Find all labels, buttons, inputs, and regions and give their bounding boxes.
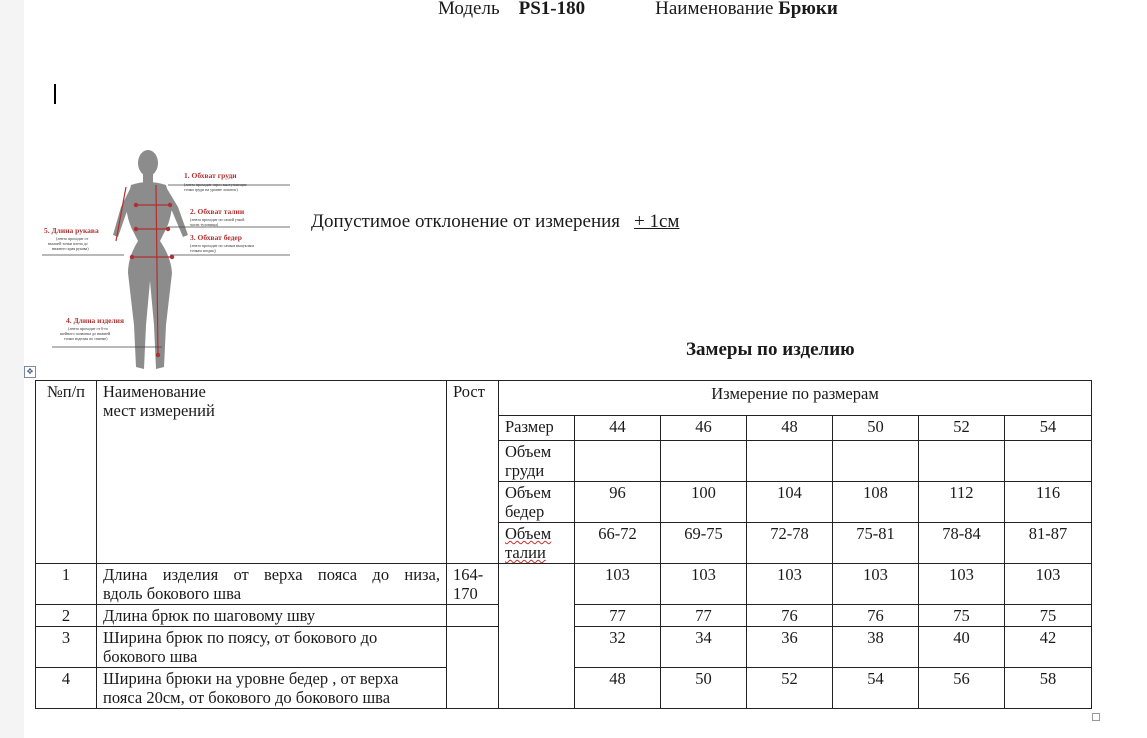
row-value-cell: 103 [575,564,661,605]
row-num: 3 [36,627,97,668]
tolerance-note [311,211,679,233]
header-sizes-span [499,381,1092,416]
figure-label-length: 4. Длина изделия [66,316,125,325]
product-name-value: Брюки [778,0,838,19]
table-move-handle-icon[interactable]: ✥ [24,366,36,378]
table-title: Замеры по изделию [686,339,855,360]
row-num: 2 [36,605,97,627]
body-label-line2: груди [505,461,545,480]
row-name-line2: пояса 20см, от бокового до бокового шва [103,688,391,707]
row-value-cell: 50 [661,668,747,709]
row-value-cell: 52 [747,668,833,709]
body-value-cell: 112 [919,482,1005,523]
text-cursor[interactable] [54,84,56,104]
figure-label-sleeve: 5. Длина рукава [44,226,99,235]
size-cell: 54 [1005,416,1092,441]
body-value-cell [919,441,1005,482]
header-name-line1: Наименование [103,382,206,401]
figure-label-waist-note2: части туловища) [190,222,219,227]
row-name-line2: вдоль бокового шва [103,584,242,603]
figure-label-chest-note1: (лента проходит через выступающие [184,182,247,187]
size-cell: 48 [747,416,833,441]
body-value-cell: 75-81 [833,523,919,564]
row-height-line1: 164- [453,565,484,584]
size-cell: 52 [919,416,1005,441]
row-height [447,627,499,709]
header-sizes-span-text: Измерение по размерам [711,384,879,403]
row-num: 4 [36,668,97,709]
body-label-hips [499,482,575,523]
size-row-label: Размер [499,416,575,441]
header-height [447,381,499,564]
row-value-cell: 54 [833,668,919,709]
row-height-line2: 170 [453,584,478,603]
body-label-line1: Объем [505,524,552,543]
size-cell: 46 [661,416,747,441]
figure-label-sleeve-note1: (лента проходит от [56,236,89,241]
figure-label-chest-note2: точки груди на уровне лопаток) [184,187,238,192]
row-value-cell: 77 [575,605,661,627]
body-value-cell [747,441,833,482]
body-value-cell [575,441,661,482]
header-num [36,381,97,564]
table-resize-handle[interactable] [1092,713,1100,721]
row-value-cell: 75 [919,605,1005,627]
figure-label-hips-note1: (лента проходит по самым выпуклым [190,243,254,248]
measurements-table [35,380,1092,709]
row-value-cell: 32 [575,627,661,668]
row-value-cell: 103 [747,564,833,605]
body-label-waist [499,523,575,564]
row-name [97,668,447,709]
row-value-cell: 42 [1005,627,1092,668]
header-height-text: Рост [453,382,485,401]
model-value: PS1-180 [518,0,586,19]
row-name: Длина брюк по шаговому шву [97,605,447,627]
body-value-cell [661,441,747,482]
row-name [97,627,447,668]
row-name-line1: Ширина брюк по поясу, от бокового до [103,628,378,647]
figure-label-hips: 3. Обхват бедер [190,233,242,242]
body-value-cell: 66-72 [575,523,661,564]
row-name [97,564,447,605]
body-value-cell [833,441,919,482]
body-label-line1: Объем [505,442,552,461]
row-height [447,564,499,605]
body-value-cell: 81-87 [1005,523,1092,564]
body-label-line2: бедер [505,502,545,521]
row-value-cell: 75 [1005,605,1092,627]
figure-label-chest: 1. Обхват груди [184,171,237,180]
measurement-figure [38,145,298,377]
table-row [36,564,1092,605]
row-value-cell: 103 [1005,564,1092,605]
body-value-cell: 108 [833,482,919,523]
body-label-chest [499,441,575,482]
body-silhouette [113,150,188,369]
figure-label-waist-note1: (лента проходит по самой узкой [190,217,245,222]
row-value-cell: 36 [747,627,833,668]
row-value-cell: 103 [833,564,919,605]
figure-label-length-note3: точки изделия по спинке) [64,336,108,341]
body-value-cell [1005,441,1092,482]
body-value-cell: 104 [747,482,833,523]
row-name-line1: Длина изделия от верха пояса до низа, [103,565,440,584]
row-value-cell: 77 [661,605,747,627]
size-cell: 44 [575,416,661,441]
body-value-cell: 72-78 [747,523,833,564]
row-value-cell: 103 [661,564,747,605]
body-value-cell: 100 [661,482,747,523]
row-blank-size-column [499,564,575,709]
row-value-cell: 58 [1005,668,1092,709]
row-num: 1 [36,564,97,605]
body-value-cell: 69-75 [661,523,747,564]
body-value-cell: 116 [1005,482,1092,523]
page-left-margin [0,0,24,738]
row-name-line2: бокового шва [103,647,198,666]
body-label-line1: Объем [505,483,552,502]
row-name-line1: Ширина брюки на уровне бедер , от верха [103,669,399,688]
size-cell: 50 [833,416,919,441]
tolerance-value: + 1см [634,211,680,232]
model-label: Модель [438,0,500,19]
figure-label-hips-note2: точкам ягодиц) [190,248,216,253]
body-label-line2: талии [505,543,546,562]
row-value-cell: 48 [575,668,661,709]
header-name-line2: мест измерений [103,401,215,420]
body-value-cell: 96 [575,482,661,523]
header-num-text: №п/п [47,382,85,401]
row-value-cell: 76 [747,605,833,627]
figure-label-length-note1: (лента проходит от 6-го [68,326,109,331]
row-value-cell: 40 [919,627,1005,668]
figure-label-waist: 2. Обхват талии [190,207,245,216]
row-value-cell: 34 [661,627,747,668]
row-value-cell: 76 [833,605,919,627]
product-name-label: Наименование [655,0,774,19]
row-value-cell: 103 [919,564,1005,605]
figure-label-length-note2: шейного позвонка до нижней [60,331,111,336]
header-name [97,381,447,564]
tolerance-text: Допустимое отклонение от измерения [311,211,621,232]
row-height [447,605,499,627]
figure-label-sleeve-note3: нижнего края рукава) [52,246,89,251]
row-value-cell: 38 [833,627,919,668]
document-header [438,0,838,20]
row-value-cell: 56 [919,668,1005,709]
body-value-cell: 78-84 [919,523,1005,564]
figure-label-sleeve-note2: высшей точки плеча до [48,241,88,246]
